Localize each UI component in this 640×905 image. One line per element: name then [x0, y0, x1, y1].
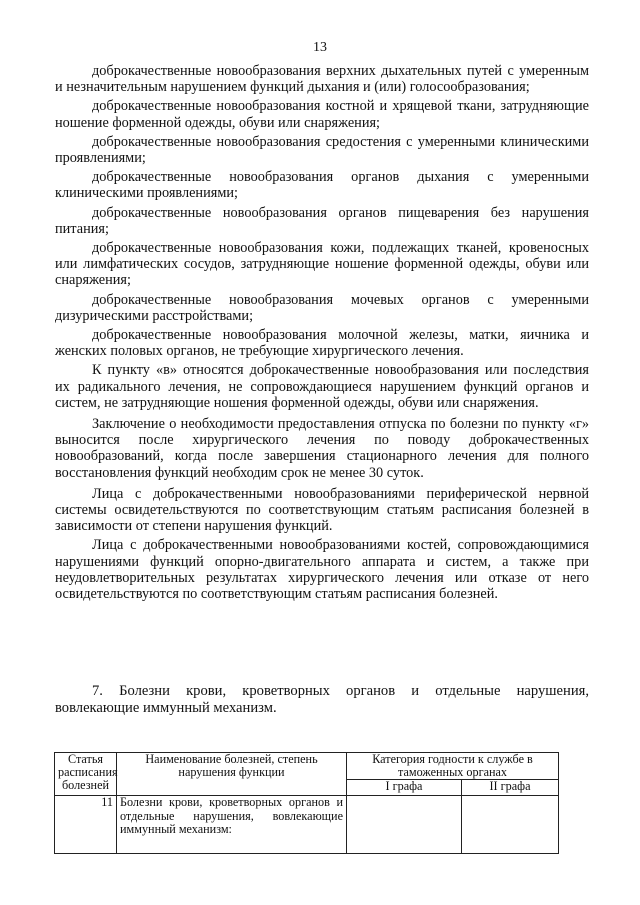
paragraph: К пункту «в» относятся доброкачественные новообразования или последствия их радикального лечения, не сопровождающиеся нарушением функций органов и систем, не затрудняющие ношения форменной одежды, обуви или снаряжения. — [55, 362, 589, 411]
header-column-1: I графа — [347, 780, 462, 796]
paragraph: доброкачественные новообразования кожи, подлежащих тканей, кровеносных или лимфатических сосудов, затрудняющие ношение форменной одежды, обуви или снаряжения; — [55, 240, 589, 289]
document-body — [55, 63, 589, 605]
article-number: 11 — [55, 796, 117, 854]
paragraph: доброкачественные новообразования органов пищеварения без нарушения питания; — [55, 204, 589, 237]
header-fitness-category: Категория годности к службе в таможенных органах — [347, 753, 559, 780]
column-2-value — [462, 796, 559, 854]
paragraph: Заключение о необходимости предоставления отпуска по болезни по пункту «г» выносится после хирургического лечения по поводу доброкачественных новообразований, когда после завершения стационарного лечения для полного восстановления функций необходим срок не менее 30 суток. — [55, 416, 589, 481]
table-row — [55, 796, 559, 854]
disease-schedule-table — [54, 752, 559, 854]
paragraph: доброкачественные новообразования молочной железы, матки, яичника и женских половых органов, не требующие хирургического лечения. — [55, 327, 589, 360]
paragraph: Лица с доброкачественными новообразованиями костей, сопровождающимися нарушениями функций опорно-двигательного аппарата и систем, а также при неудовлетворительных результатах хирургического лечения или отказе от него освидетельствуются по соответствующим статьям расписания болезней. — [55, 537, 589, 603]
header-column-2: II графа — [462, 780, 559, 796]
column-1-value — [347, 796, 462, 854]
disease-name: Болезни крови, кроветворных органов и отдельные нарушения, вовлекающие иммунный механизм: — [117, 796, 347, 854]
paragraph: доброкачественные новообразования средостения с умеренными клиническими проявлениями; — [55, 133, 589, 167]
paragraph: доброкачественные новообразования костной и хрящевой ткани, затрудняющие ношение форменной одежды, обуви или снаряжения; — [55, 98, 589, 131]
paragraph: доброкачественные новообразования мочевых органов с умеренными дизурическими расстройствами; — [55, 291, 589, 324]
header-article: Статья расписания болезней — [55, 753, 117, 796]
paragraph: доброкачественные новообразования органов дыхания с умеренными клиническими проявлениями; — [55, 169, 589, 202]
header-disease-name: Наименование болезней, степень нарушения функции — [117, 753, 347, 796]
paragraph: доброкачественные новообразования верхних дыхательных путей с умеренным и незначительным нарушением функций дыхания и (или) голосообразования; — [55, 63, 589, 96]
page-number: 13 — [313, 40, 327, 55]
paragraph: Лица с доброкачественными новообразованиями периферической нервной системы освидетельствуются по соответствующим статьям расписания болезней в зависимости от степени нарушения функций. — [55, 485, 589, 535]
section-heading: 7. Болезни крови, кроветворных органов и отдельные нарушения, вовлекающие иммунный механизм. — [55, 683, 589, 716]
